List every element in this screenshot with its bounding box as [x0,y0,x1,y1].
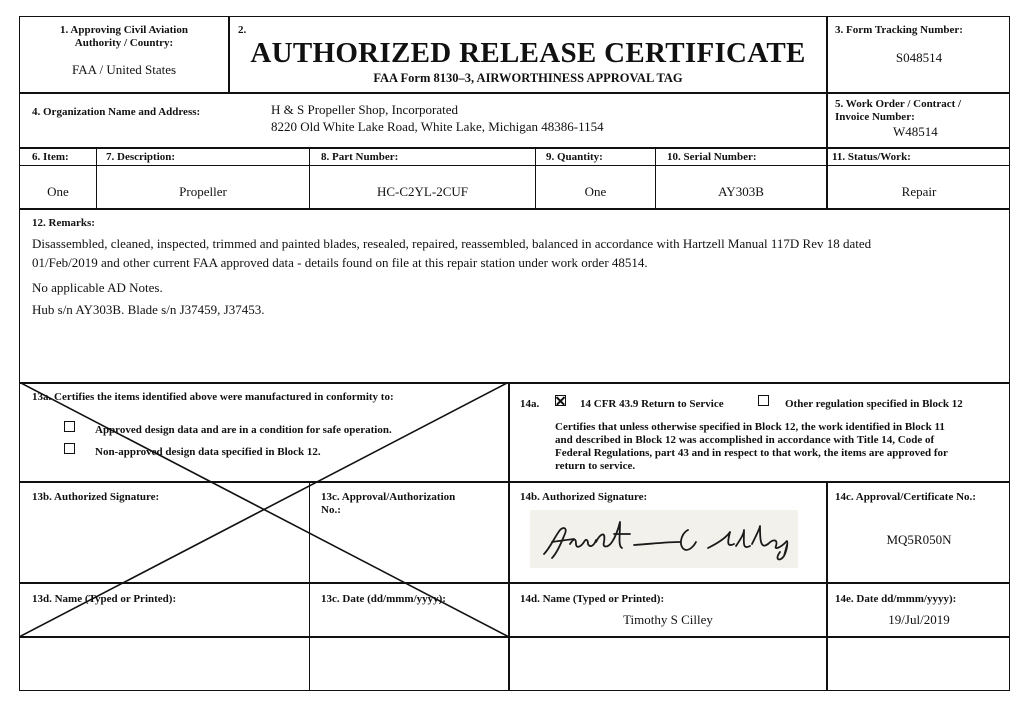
block2-number: 2. [238,24,247,36]
part-number-value: HC-C2YL-2CUF [376,184,468,199]
block1-label [20,24,228,50]
statement-line: Federal Regulations, part 43 and in respect to that work, the items are approved for [555,447,948,459]
block3-label: 3. Form Tracking Number: [835,24,963,36]
block13-cross-out [19,382,510,638]
other-regulation-checkbox[interactable] [758,395,769,406]
divider [19,208,1010,210]
status-work-label: 11. Status/Work: [832,151,911,163]
block5-label [835,98,961,124]
form-title: AUTHORIZED RELEASE CERTIFICATE [250,37,806,69]
approval-certificate-number: MQ5R050N [886,532,952,547]
description-label: 7. Description: [106,151,176,163]
block14d-label: 14d. Name (Typed or Printed): [520,593,665,605]
certification-statement [555,421,948,473]
block1-label-line2: Authority / Country: [74,37,174,49]
divider [826,481,828,691]
block13d-label: 13d. Name (Typed or Printed): [32,593,177,605]
quantity-value: One [584,184,607,199]
remarks-line: Hub s/n AY303B. Blade s/n J37459, J37453. [32,302,265,317]
block14c-label: 14c. Approval/Certificate No.: [835,491,976,503]
block14a-label: 14a. [520,398,540,410]
block13e-label: 13c. Date (dd/mmm/yyyy): [321,593,446,605]
serial-number-value: AY303B [718,184,764,199]
divider [19,92,1010,94]
organization-address: 8220 Old White Lake Road, White Lake, Michigan 48386-1154 [271,119,604,134]
remarks-line: 01/Feb/2019 and other current FAA approved data - details found on file at this repair station under work order 48514. [32,255,648,270]
signer-name: Timothy S Cilley [623,612,713,627]
signature-date: 19/Jul/2019 [888,612,950,627]
remarks-line: No applicable AD Notes. [32,280,163,295]
divider [19,165,1010,166]
item-value: One [47,184,69,199]
block13b-label: 13b. Authorized Signature: [32,491,160,503]
approved-design-option: Approved design data and are in a condition for safe operation. [95,424,392,436]
status-work-value: Repair [901,184,937,199]
form-subtitle: FAA Form 8130–3, AIRWORTHINESS APPROVAL TAG [373,71,683,85]
serial-number-label: 10. Serial Number: [667,151,757,163]
block14e-label: 14e. Date dd/mmm/yyyy): [835,593,957,605]
organization-name: H & S Propeller Shop, Incorporated [271,102,459,117]
block14b-label: 14b. Authorized Signature: [520,491,648,503]
other-regulation-option: Other regulation specified in Block 12 [785,398,963,410]
approving-authority: FAA / United States [71,62,177,77]
form-tracking-number: S048514 [895,50,943,65]
item-label: 6. Item: [32,151,69,163]
block5-label-line1: 5. Work Order / Contract / [835,98,962,110]
return-to-service-option: 14 CFR 43.9 Return to Service [580,398,724,410]
return-to-service-checkbox[interactable] [555,395,566,406]
block1-label-line1: 1. Approving Civil Aviation [60,24,188,36]
block5-label-line2: Invoice Number: [835,111,915,123]
remarks-label: 12. Remarks: [32,217,95,229]
block13c-label-line1: 13c. Approval/Authorization [321,491,456,503]
authorized-signature [530,508,800,570]
divider [826,92,828,148]
divider [19,147,1010,149]
remarks-line: Disassembled, cleaned, inspected, trimmed and painted blades, resealed, repaired, reassembled, balanced in accordance with Hartzell Manual 117D Rev 18 dated [32,236,872,251]
statement-line: Certifies that unless otherwise specified in Block 12, the work identified in Block 11 [555,421,945,433]
part-number-label: 8. Part Number: [321,151,399,163]
work-order-number: W48514 [893,124,938,139]
block4-label: 4. Organization Name and Address: [32,106,201,118]
statement-line: and described in Block 12 was accomplished in accordance with Title 14, Code of [555,434,935,446]
non-approved-design-option: Non-approved design data specified in Block 12. [95,446,321,458]
block13a-label: 13a. Certifies the items identified above were manufactured in conformity to: [32,391,394,403]
statement-line: return to service. [555,460,636,472]
block13c-label-line2: No.: [321,504,341,516]
quantity-label: 9. Quantity: [546,151,603,163]
description-value: Propeller [179,184,227,199]
